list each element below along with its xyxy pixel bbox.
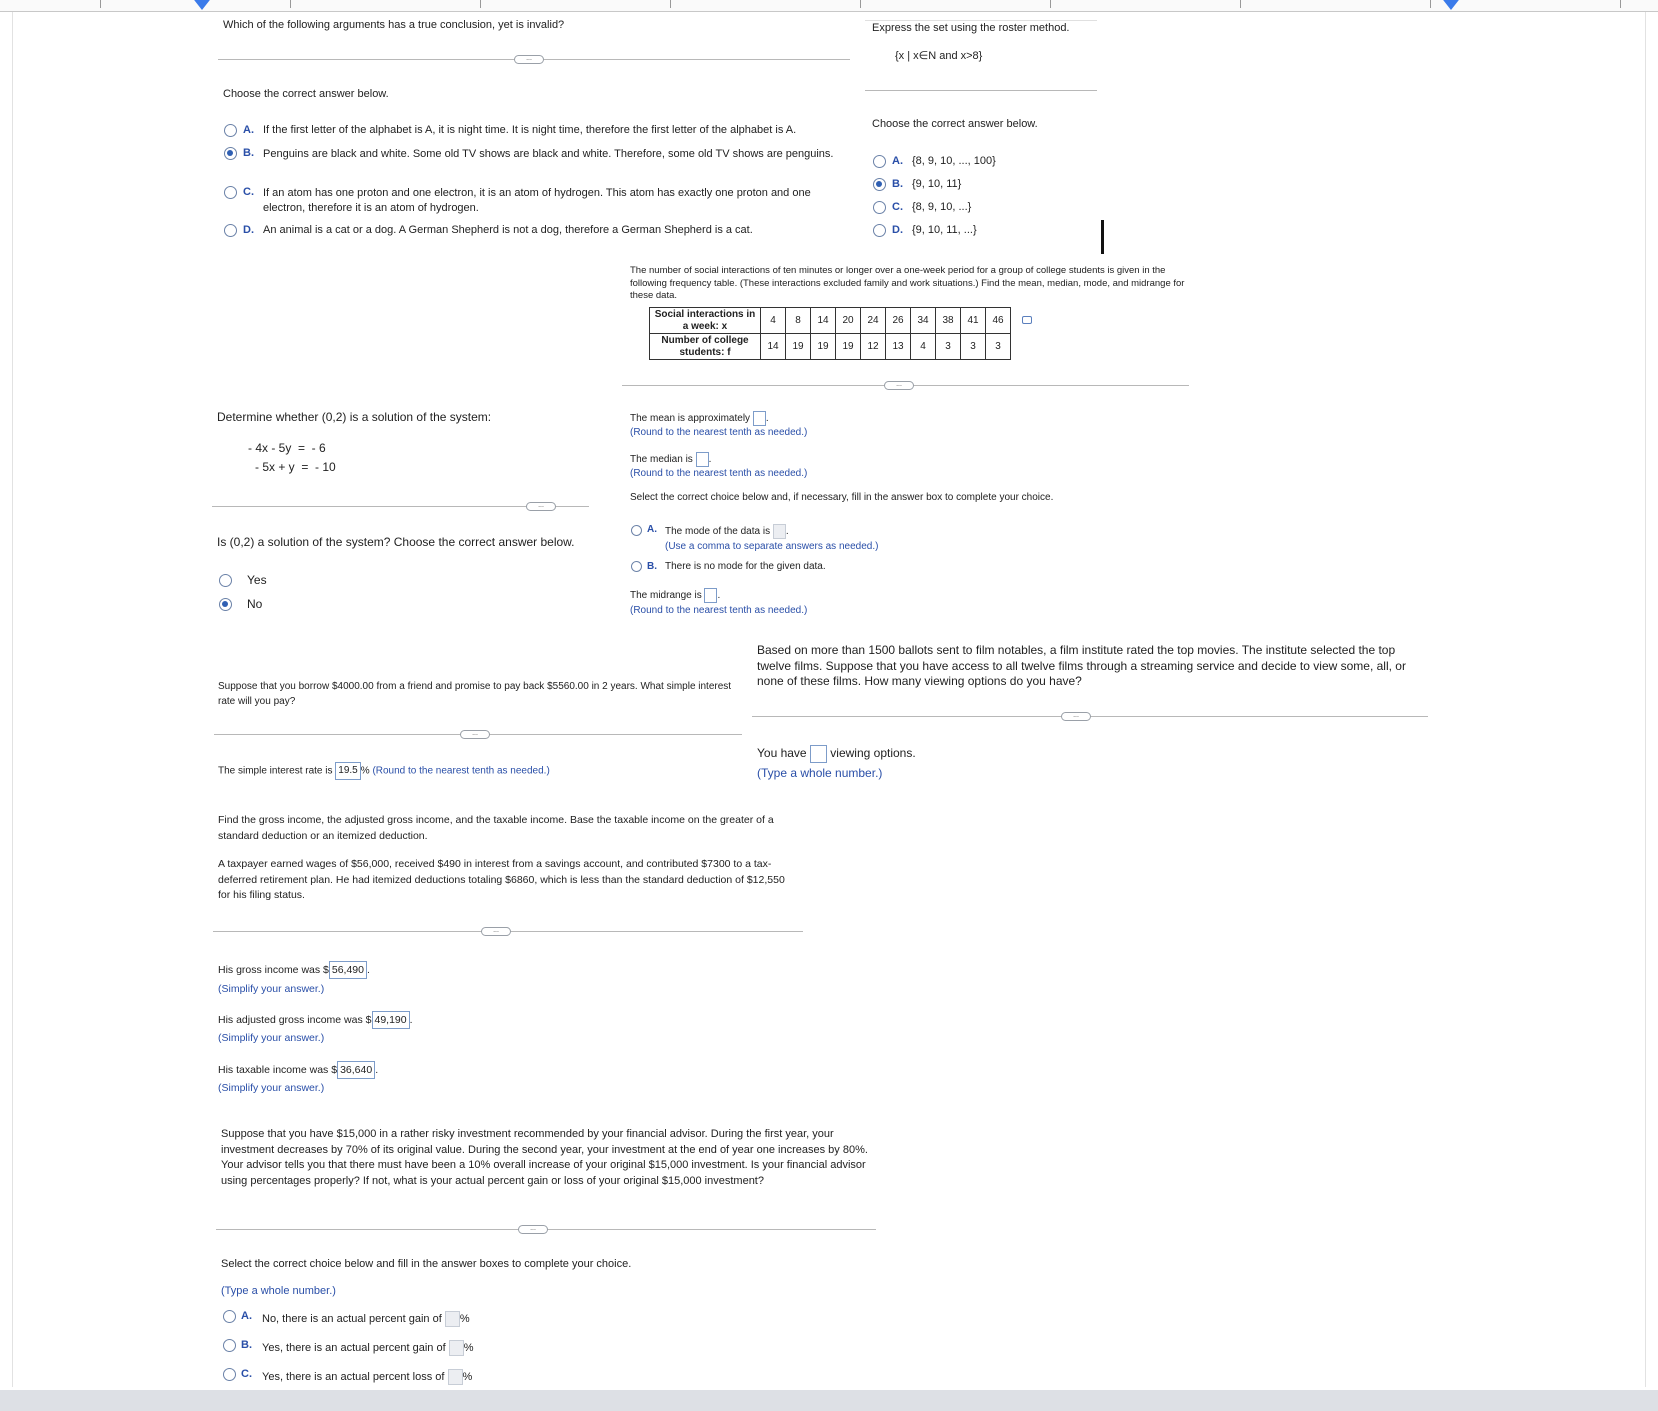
median-label: The median is — [630, 454, 693, 466]
mode-option-b-letter: B. — [647, 561, 657, 572]
more-icon[interactable]: ... — [460, 730, 490, 739]
q5-question: Based on more than 1500 ballots sent to film notables, a film institute rated the top movies. The institute selected the top twelve films. Suppose that you have access to all twelve films through a streaming service and decide to view some, all, or none of these films. How many viewing options do you have? — [757, 643, 1406, 688]
divider — [865, 20, 1097, 21]
taxable-income-row: His taxable income was $ 36,640 . — [218, 1061, 378, 1079]
mode-option-a[interactable]: The mode of the data is . — [665, 524, 789, 539]
q2-option-d-text[interactable]: {9, 10, 11, ...} — [912, 224, 977, 236]
percent-gain-input-b[interactable] — [449, 1340, 464, 1356]
q1-option-b-text[interactable]: Penguins are black and white. Some old TV shows are black and white. Therefore, some old TV shows are penguins. — [263, 148, 834, 160]
table-cell: 13 — [886, 334, 911, 360]
q4-equation-2: - 5x + y = - 10 — [255, 460, 336, 474]
q8-option-c[interactable] — [262, 1369, 472, 1385]
percent-sign: % — [459, 1312, 470, 1325]
q1-option-d-text[interactable]: An animal is a cat or a dog. A German Shepherd is not a dog, therefore a German Shepherd is a cat. — [263, 224, 753, 236]
more-icon[interactable]: ... — [884, 381, 914, 390]
q2-option-a-text[interactable]: {8, 9, 10, ..., 100} — [912, 155, 996, 167]
q8-option-c-letter: C. — [241, 1368, 252, 1380]
more-icon[interactable]: ... — [481, 927, 511, 936]
q5-answer-suffix: viewing options. — [830, 746, 916, 761]
mean-hint: (Round to the nearest tenth as needed.) — [630, 427, 808, 438]
q5-answer-row — [757, 745, 916, 763]
table-cell: 4 — [761, 308, 786, 334]
q2-prompt: Choose the correct answer below. — [872, 118, 1038, 130]
adjusted-income-input[interactable]: 49,190 — [372, 1011, 410, 1029]
text-cursor-icon — [1101, 220, 1104, 254]
q8-hint: (Type a whole number.) — [221, 1285, 336, 1297]
ruler-tick — [100, 0, 101, 8]
copy-icon[interactable] — [1022, 316, 1032, 324]
mode-select-prompt: Select the correct choice below and, if necessary, fill in the answer box to complete your choice. — [630, 492, 1054, 503]
mode-option-a-letter: A. — [647, 524, 657, 535]
mean-label: The mean is approximately — [630, 413, 751, 425]
q8-option-a-radio[interactable] — [223, 1310, 236, 1323]
table-cell: 14 — [811, 308, 836, 334]
q1-prompt: Choose the correct answer below. — [223, 88, 389, 100]
page-edge — [12, 12, 13, 1387]
q8-prompt: Select the correct choice below and fill in the answer boxes to complete your choice. — [221, 1258, 632, 1270]
q2-option-d-letter: D. — [892, 224, 903, 236]
adjusted-income-hint: (Simplify your answer.) — [218, 1032, 325, 1044]
q8-option-b-letter: B. — [241, 1339, 252, 1351]
table-cell: 34 — [911, 308, 936, 334]
q1-option-a-text[interactable]: If the first letter of the alphabet is A, it is night time. It is night time, therefore the first letter of the alphabet is A. — [263, 124, 797, 136]
table-cell: 46 — [986, 308, 1011, 334]
median-input[interactable] — [696, 452, 709, 467]
ruler-tick — [1050, 0, 1051, 8]
q2-option-b-radio[interactable] — [873, 178, 886, 191]
mode-input[interactable] — [773, 524, 786, 539]
gross-income-row: His gross income was $ 56,490 . — [218, 961, 370, 979]
q2-option-d-radio[interactable] — [873, 224, 886, 237]
mean-input[interactable] — [753, 411, 766, 426]
q2-option-a-radio[interactable] — [873, 155, 886, 168]
taxable-income-hint: (Simplify your answer.) — [218, 1082, 325, 1094]
percent-sign: % — [462, 1370, 473, 1383]
q8-question: Suppose that you have $15,000 in a rather risky investment recommended by your financial advisor. During the first year, your investment decreases by 70% of its original value. During the second year, your investment at the end of year one increases by 80%. Your advisor tells you that there must have been a 10% overall increase of your original $15,000 investment. Is your financial advisor using percentages properly? If not, what is your actual percent gain or loss of your original $15,000 investment? — [221, 1128, 868, 1187]
table-cell: 24 — [861, 308, 886, 334]
q6-answer-row — [218, 762, 550, 780]
table-cell: 4 — [911, 334, 936, 360]
table-cell: 26 — [886, 308, 911, 334]
q4-option-no-radio[interactable] — [219, 598, 232, 611]
viewing-options-input[interactable] — [810, 745, 827, 763]
more-icon[interactable]: ... — [526, 502, 556, 511]
mode-option-b-radio[interactable] — [631, 561, 642, 572]
table-cell: 3 — [936, 334, 961, 360]
ruler-tick — [1620, 0, 1621, 8]
q2-option-c-letter: C. — [892, 201, 903, 213]
adjusted-income-row: His adjusted gross income was $ 49,190 . — [218, 1011, 413, 1029]
table-cell: 14 — [761, 334, 786, 360]
table-cell: 19 — [811, 334, 836, 360]
q2-option-b-letter: B. — [892, 178, 903, 190]
q7-scenario: A taxpayer earned wages of $56,000, received $490 in interest from a savings account, and contributed $7300 to a tax-deferred retirement plan. He had itemized deductions totaling $6860, which is less than the standard deduction of $12,550 for his filing status. — [218, 858, 785, 901]
q3-intro: The number of social interactions of ten minutes or longer over a one-week period for a group of college students is given in the following frequency table. (These interactions excluded family and work situations.) Find the mean, median, mode, and midrange for these data. — [630, 265, 1185, 301]
q5-answer-prefix: You have — [757, 746, 807, 761]
mode-option-b-text[interactable]: There is no mode for the given data. — [665, 561, 826, 572]
q4-question: Determine whether (0,2) is a solution of the system: — [217, 410, 492, 424]
q1-option-b-letter: B. — [243, 147, 254, 159]
q1-option-a-letter: A. — [243, 124, 254, 136]
ruler-tick — [1240, 0, 1241, 8]
table-cell: 19 — [786, 334, 811, 360]
percent-sign: % — [463, 1341, 474, 1354]
q2-option-a-letter: A. — [892, 155, 903, 167]
q2-option-c-text[interactable]: {8, 9, 10, ...} — [912, 201, 972, 213]
table-cell: 19 — [836, 334, 861, 360]
table-row-f — [650, 334, 1011, 360]
adjusted-income-label: His adjusted gross income was $ — [218, 1013, 372, 1026]
q1-option-c-letter: C. — [243, 186, 254, 198]
gross-income-input[interactable]: 56,490 — [329, 961, 367, 979]
table-cell: 38 — [936, 308, 961, 334]
tab-marker-icon[interactable] — [191, 0, 213, 10]
q1-option-b-radio[interactable] — [224, 147, 237, 160]
q1-option-d-letter: D. — [243, 224, 254, 236]
table-cell: 3 — [986, 334, 1011, 360]
table-row-x — [650, 308, 1011, 334]
table-cell: 41 — [961, 308, 986, 334]
q2-question: Express the set using the roster method. — [872, 22, 1070, 34]
q4-option-no-text[interactable]: No — [247, 597, 263, 611]
q8-option-a-text: No, there is an actual percent gain of — [262, 1312, 442, 1325]
q1-question: Which of the following arguments has a true conclusion, yet is invalid? — [223, 19, 565, 31]
mode-option-a-radio[interactable] — [631, 525, 642, 536]
tab-marker-icon[interactable] — [1440, 0, 1462, 10]
q7-question: Find the gross income, the adjusted gross income, and the taxable income. Base the taxable income on the greater of a standard deduction or an itemized deduction. — [218, 814, 774, 842]
q4-prompt: Is (0,2) a solution of the system? Choose the correct answer below. — [217, 535, 575, 549]
taxable-income-label: His taxable income was $ — [218, 1063, 338, 1076]
table-cell: 20 — [836, 308, 861, 334]
table-cell: 12 — [861, 334, 886, 360]
q1-option-c-radio[interactable] — [224, 186, 237, 199]
more-icon[interactable]: ... — [1061, 712, 1091, 721]
table-cell: 3 — [961, 334, 986, 360]
median-row: The median is . — [630, 452, 711, 467]
more-icon[interactable]: ... — [518, 1225, 548, 1234]
midrange-input[interactable] — [704, 588, 717, 603]
taxable-income-input[interactable]: 36,640 — [337, 1061, 375, 1079]
row-x-label: Social interactions in a week: x — [650, 308, 761, 334]
q1-option-c-text[interactable]: If an atom has one proton and one electron, it is an atom of hydrogen. This atom has exactly one proton and one electron, therefore it is an atom of hydrogen. — [263, 187, 811, 214]
top-ruler — [0, 0, 1658, 12]
q1-option-a-radio[interactable] — [224, 124, 237, 137]
q8-option-c-text: Yes, there is an actual percent loss of — [262, 1370, 445, 1383]
percent-loss-input-c[interactable] — [448, 1369, 463, 1385]
q8-option-c-radio[interactable] — [223, 1368, 236, 1381]
page-edge — [1645, 12, 1646, 1387]
q1-option-d-radio[interactable] — [224, 224, 237, 237]
q8-option-a-letter: A. — [241, 1310, 252, 1322]
ruler-tick — [1430, 0, 1431, 8]
midrange-label: The midrange is — [630, 590, 702, 602]
q6-question: Suppose that you borrow $4000.00 from a friend and promise to pay back $5560.00 in 2 years. What simple interest rate will you pay? — [218, 681, 732, 707]
ruler-tick — [480, 0, 481, 8]
ruler-tick — [860, 0, 861, 8]
q4-equation-1: - 4x - 5y = - 6 — [248, 441, 326, 455]
gross-income-label: His gross income was $ — [218, 963, 329, 976]
bottom-bar — [0, 1390, 1658, 1411]
ruler-tick — [670, 0, 671, 8]
ruler-tick — [290, 0, 291, 8]
gross-income-hint: (Simplify your answer.) — [218, 983, 325, 995]
q8-option-a[interactable] — [262, 1311, 470, 1327]
q4-option-yes-radio[interactable] — [219, 574, 232, 587]
divider — [865, 90, 1097, 91]
midrange-row: The midrange is . — [630, 588, 720, 603]
q2-option-b-text[interactable]: {9, 10, 11} — [912, 178, 962, 190]
row-f-label: Number of college students: f — [650, 334, 761, 360]
q2-option-c-radio[interactable] — [873, 201, 886, 214]
frequency-table — [649, 307, 1011, 360]
mean-row: The mean is approximately . — [630, 411, 769, 426]
percent-gain-input-a[interactable] — [445, 1311, 460, 1327]
q8-option-b[interactable] — [262, 1340, 474, 1356]
q5-hint: (Type a whole number.) — [757, 766, 883, 780]
midrange-hint: (Round to the nearest tenth as needed.) — [630, 605, 808, 616]
q6-hint: (Round to the nearest tenth as needed.) — [372, 765, 550, 777]
q4-option-yes-text[interactable]: Yes — [247, 573, 267, 587]
q2-set: {x | x∈N and x>8} — [895, 50, 983, 62]
percent-sign: % — [360, 765, 370, 777]
q8-option-b-radio[interactable] — [223, 1339, 236, 1352]
median-hint: (Round to the nearest tenth as needed.) — [630, 468, 808, 479]
interest-rate-input[interactable]: 19.5 — [335, 762, 360, 780]
more-icon[interactable]: ... — [514, 55, 544, 64]
q6-answer-prefix: The simple interest rate is — [218, 765, 333, 777]
table-cell: 8 — [786, 308, 811, 334]
mode-option-a-hint: (Use a comma to separate answers as needed.) — [665, 541, 879, 552]
q8-option-b-text: Yes, there is an actual percent gain of — [262, 1341, 446, 1354]
mode-option-a-text: The mode of the data is — [665, 526, 771, 538]
